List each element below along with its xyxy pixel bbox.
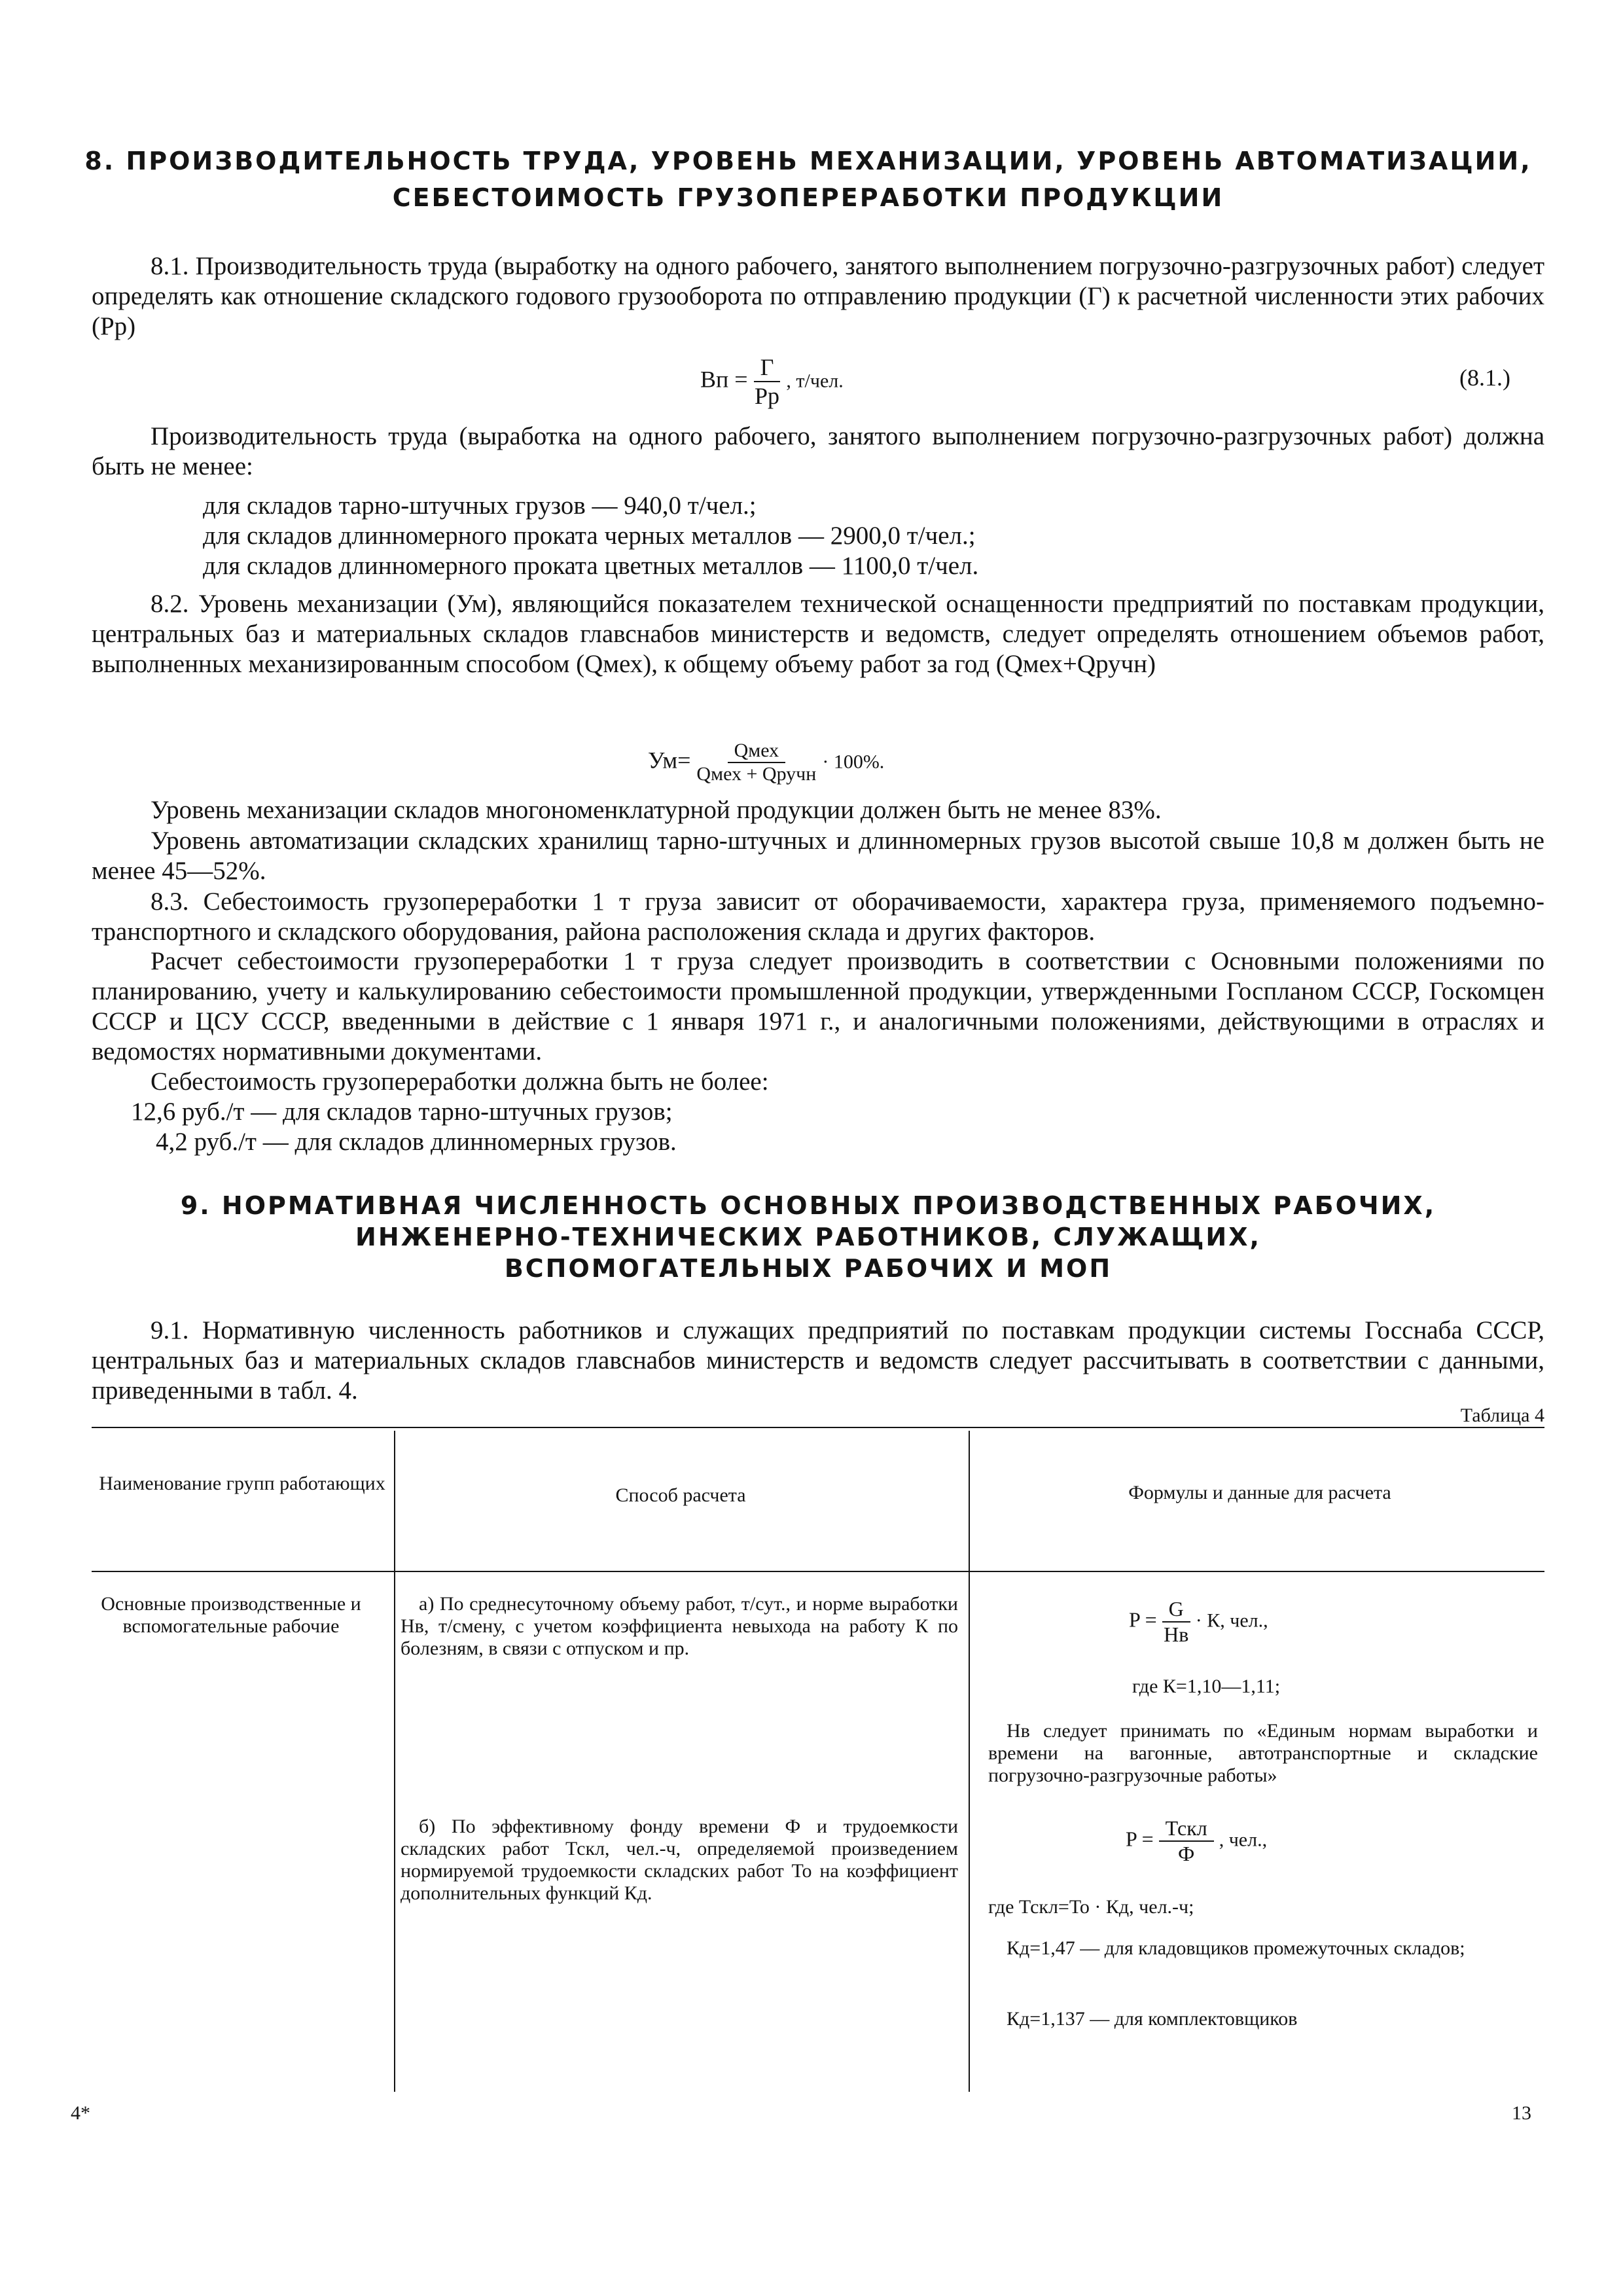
- section-8-heading-line-2: СЕБЕСТОИМОСТЬ ГРУЗОПЕРЕРАБОТКИ ПРОДУКЦИИ: [392, 183, 1224, 212]
- cost-item: 12,6 руб./т — для складов тарно-штучных грузов;: [131, 1098, 673, 1126]
- section-9-heading-line-2: ИНЖЕНЕРНО-ТЕХНИЧЕСКИХ РАБОТНИКОВ, СЛУЖАЩИХ,: [355, 1223, 1261, 1251]
- formula-a-where: где К=1,10—1,11;: [1132, 1676, 1281, 1697]
- formula-8-2-lhs: Ум=: [648, 747, 691, 774]
- formula-8-1-numerator: Г: [754, 353, 781, 382]
- formula-b-k1: Кд=1,47 — для кладовщиков промежуточных складов;: [1007, 1937, 1465, 1959]
- formula-8-1-fraction: [754, 353, 781, 410]
- table-divider-2: [969, 1431, 970, 2092]
- footer-left-mark: 4*: [71, 2102, 90, 2124]
- list-item: для складов длинномерного проката цветных металлов — 1100,0 т/чел.: [203, 552, 979, 580]
- formula-b-tail: , чел.,: [1219, 1829, 1268, 1851]
- formula-b-denominator: Ф: [1178, 1842, 1195, 1865]
- section-8-heading-line-1: 8. ПРОИЗВОДИТЕЛЬНОСТЬ ТРУДА, УРОВЕНЬ МЕХАНИЗАЦИИ, УРОВЕНЬ АВТОМАТИЗАЦИИ,: [84, 147, 1532, 175]
- section-9-heading-line-1: 9. НОРМАТИВНАЯ ЧИСЛЕННОСТЬ ОСНОВНЫХ ПРОИЗВОДСТВЕННЫХ РАБОЧИХ,: [180, 1191, 1436, 1220]
- paragraph-8-2-c: Уровень автоматизации складских хранилищ тарно-штучных и длинномерных грузов высотой свыше 10,8 м должен быть не менее 45—52%.: [92, 827, 1544, 885]
- formula-b-lhs: P =: [1126, 1827, 1154, 1851]
- paragraph-8-3-c: Себестоимость грузопереработки должна быть не более:: [151, 1067, 769, 1096]
- paragraph-8-3-b: Расчет себестоимости грузопереработки 1 т груза следует производить в соответствии с Основными положениями по планированию, учету и калькулированию себестоимости промышленной продукции, утвержденными Госпланом СССР, Госкомцен СССР и ЦСУ СССР, введенными в действие с 1 января 1971 г., и аналогичными положениями, действующими в отраслях и ведомостях нормативными документами.: [92, 947, 1544, 1066]
- formula-a-lhs: P =: [1129, 1607, 1157, 1632]
- formula-b-where: где Тскл=То · Кд, чел.-ч;: [988, 1896, 1194, 1918]
- table-top-rule: [92, 1427, 1544, 1428]
- formula-8-2-fraction: [696, 740, 816, 785]
- formula-8-1-number: (8.1.): [1459, 365, 1510, 391]
- section-9-heading-line-3: ВСПОМОГАТЕЛЬНЫХ РАБОЧИХ И МОП: [504, 1254, 1113, 1283]
- formula-a-denominator: Нв: [1164, 1623, 1189, 1646]
- cost-item: 4,2 руб./т — для складов длинномерных грузов.: [156, 1128, 677, 1156]
- formula-a-tail: · К, чел.,: [1195, 1609, 1268, 1632]
- formula-b-k2: Кд=1,137 — для комплектовщиков: [1007, 2008, 1298, 2030]
- paragraph-8-1: 8.1. Производительность труда (выработку на одного рабочего, занятого выполнением погрузочно-разгрузочных работ) следует определять как отношение складского годового грузооборота по отправлению продукции (Г) к расчетной численности этих рабочих (Pр): [92, 252, 1544, 340]
- table-method-b: б) По эффективному фонду времени Ф и трудоемкости складских работ Тскл, чел.-ч, определяемой произведением нормируемой трудоемкости складских работ То на коэффициент дополнительных функций Кд.: [401, 1816, 958, 1904]
- formula-8-1-denominator: Pр: [754, 383, 780, 409]
- formula-a-numerator: G: [1162, 1597, 1190, 1623]
- table-head-groups: Наименование групп работающих: [99, 1473, 385, 1494]
- table-divider-1: [394, 1431, 395, 2092]
- formula-b-numerator: Тскл: [1159, 1816, 1214, 1842]
- paragraph-8-2: 8.2. Уровень механизации (Ум), являющийся показателем технической оснащенности предприятий по поставкам продукции, центральных баз и материальных складов главснабов министерств и ведомств, следует определять отношением объемов работ, выполненных механизированным способом (Qмех), к общему объему работ за год (Qмех+Qручн): [92, 590, 1544, 678]
- formula-8-1: [700, 353, 844, 410]
- formula-8-2-denominator: Qмех + Qручн: [696, 763, 817, 785]
- page-number: 13: [1512, 2102, 1531, 2124]
- table-row-group: Основные производственные и вспомогательные рабочие: [101, 1593, 361, 1637]
- formula-b: [1126, 1816, 1267, 1866]
- table-head-formulas: Формулы и данные для расчета: [1128, 1482, 1391, 1503]
- formula-a-fraction: [1162, 1597, 1190, 1647]
- paragraph-8-2-b: Уровень механизации складов многономенклатурной продукции должен быть не менее 83%.: [151, 796, 1162, 824]
- list-item: для складов длинномерного проката черных металлов — 2900,0 т/чел.;: [203, 522, 976, 550]
- formula-a-note: Нв следует принимать по «Единым нормам выработки и времени на вагонные, автотранспортные и складские погрузочно-разгрузочные работы»: [988, 1720, 1538, 1786]
- formula-8-2-tail: · 100%.: [822, 751, 885, 773]
- table-head-method: Способ расчета: [615, 1484, 746, 1506]
- formula-8-2-numerator: Qмех: [728, 740, 786, 763]
- formula-a: [1129, 1597, 1268, 1647]
- formula-8-2: [648, 740, 884, 785]
- formula-8-1-unit: , т/чел.: [786, 370, 844, 392]
- formula-b-fraction: [1159, 1816, 1214, 1866]
- formula-8-1-lhs: Bп =: [700, 366, 748, 393]
- table-method-a: а) По среднесуточному объему работ, т/сут., и норме выработки Нв, т/смену, с учетом коэффициента невыхода на работу К по болезням, в связи с отпуском и пр.: [401, 1593, 958, 1659]
- list-item: для складов тарно-штучных грузов — 940,0 т/чел.;: [203, 492, 757, 520]
- table-header-rule: [92, 1571, 1544, 1572]
- table-label: Таблица 4: [1460, 1405, 1544, 1426]
- paragraph-8-1-b: Производительность труда (выработка на одного рабочего, занятого выполнением погрузочно-разгрузочных работ) должна быть не менее:: [92, 422, 1544, 480]
- paragraph-9-1: 9.1. Нормативную численность работников и служащих предприятий по поставкам продукции системы Госснаба СССР, центральных баз и материальных складов главснабов министерств и ведомств следует рассчитывать в соответствии с данными, приведенными в табл. 4.: [92, 1316, 1544, 1405]
- paragraph-8-3: 8.3. Себестоимость грузопереработки 1 т груза зависит от оборачиваемости, характера груза, применяемого подъемно-транспортного и складского оборудования, района расположения склада и других факторов.: [92, 888, 1544, 946]
